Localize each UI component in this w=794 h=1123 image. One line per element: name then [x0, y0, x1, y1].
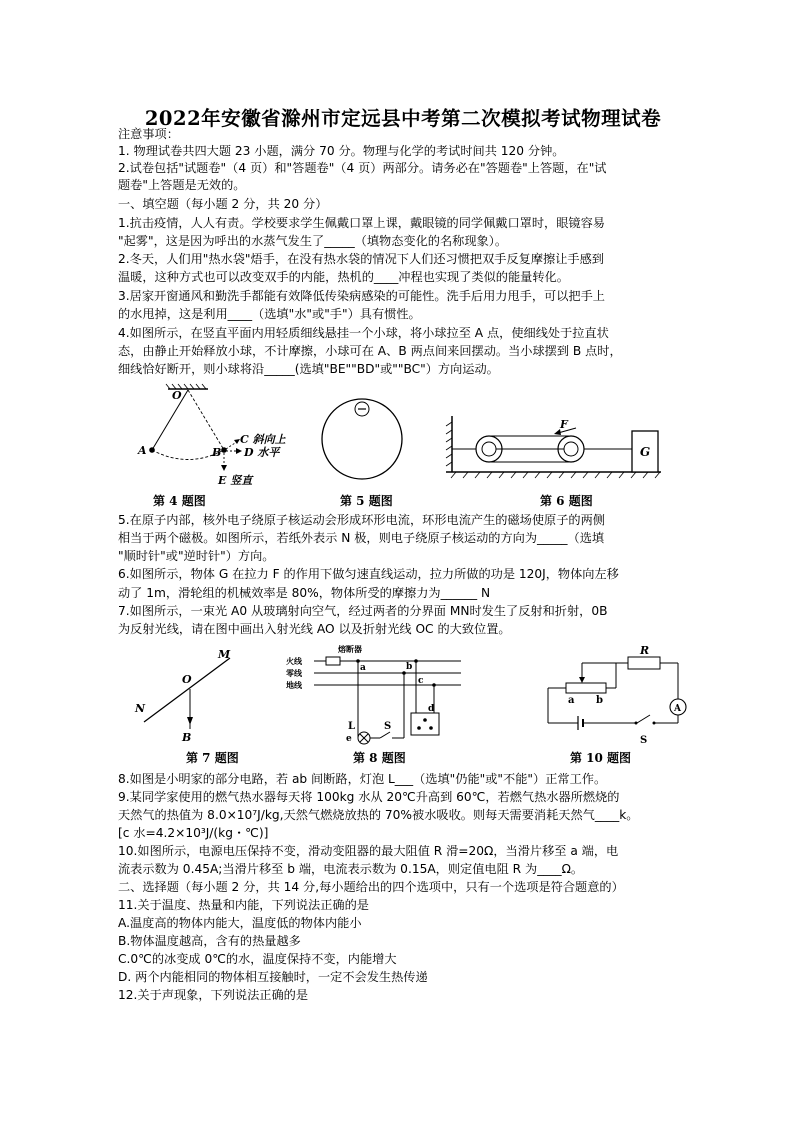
label-c: c: [418, 676, 424, 686]
label-zero: 零线: [286, 668, 302, 678]
label-d: d: [428, 704, 435, 714]
label-a: a: [568, 695, 575, 706]
label-F: F: [560, 418, 568, 431]
question-line: 动了 1m，滑轮组的机械效率是 80%，物体所受的摩擦力为______ N: [118, 586, 491, 600]
question-line: 温暖，这种方式也可以改变双手的内能，热机的____冲程也实现了类似的能量转化。: [118, 270, 569, 284]
label-G: G: [640, 445, 651, 459]
label-C: C 斜向上: [240, 433, 286, 446]
question-line: 6.如图所示，物体 G 在拉力 F 的作用下做匀速直线运动，拉力所做的功是 120J，物体向左移: [118, 567, 619, 581]
question-line: 12.关于声现象，下列说法正确的是: [118, 988, 309, 1002]
fig10-caption: 第 10 题图: [570, 751, 632, 765]
fig6-pulley-diagram: [436, 412, 666, 482]
option-line: A.温度高的物体内能大，温度低的物体内能小: [118, 916, 362, 930]
label-b: b: [596, 695, 603, 706]
question-line: 4.如图所示，在竖直平面内用轻质细线悬挂一个小球，将小球拉至 A 点，使细线处于拉直状: [118, 326, 609, 340]
fig4-caption: 第 4 题图: [153, 494, 206, 508]
label-earth: 地线: [286, 680, 302, 690]
label-O: O: [172, 389, 182, 402]
question-line: 2.冬天，人们用"热水袋"焐手，在没有热水袋的情况下人们还习惯把双手反复摩擦让手感到: [118, 252, 604, 266]
label-S: S: [640, 735, 648, 746]
section2-heading: 二、选择题（每小题 2 分，共 14 分,每小题给出的四个选项中，只有一个选项是符合题意的）: [118, 880, 624, 894]
label-S: S: [384, 721, 392, 732]
label-O: O: [182, 673, 192, 686]
question-line: 5.在原子内部，核外电子绕原子核运动会形成环形电流，环形电流产生的磁场使原子的两侧: [118, 513, 605, 527]
question-line: "起雾"，这是因为呼出的水蒸气发生了_____（填物态变化的名称现象）。: [118, 234, 508, 248]
label-D: D 水平: [244, 446, 280, 459]
question-line: 态，由静止开始释放小球，不计摩擦，小球可在 A、B 两点间来回摆动。当小球摆到 B 点时，: [118, 344, 622, 358]
label-B: B: [212, 446, 222, 459]
option-line: D. 两个内能相同的物体相互接触时，一定不会发生热传递: [118, 970, 428, 984]
label-a: a: [360, 663, 366, 673]
label-b: b: [406, 662, 413, 672]
fig10-circuit-diagram: [538, 643, 698, 748]
fig5-atom-diagram: [318, 393, 408, 485]
question-line: 3.居家开窗通风和勤洗手都能有效降低传染病感染的可能性。洗手后用力甩手，可以把手上: [118, 289, 605, 303]
question-line: 天然气的热值为 8.0×10⁷J/kg,天然气燃烧放热的 70%被水吸收。则每天需要消耗天然气____k。: [118, 808, 639, 822]
question-line: 的水甩掉，这是利用____（选填"水"或"手"）具有惯性。: [118, 307, 421, 321]
label-e: e: [346, 734, 352, 744]
option-line: B.物体温度越高，含有的热量越多: [118, 934, 301, 948]
question-line: 10.如图所示，电源电压保持不变，滑动变阻器的最大阻值 R 滑=20Ω，当滑片移至 a 端，电: [118, 844, 619, 858]
question-line: 为反射光线，请在图中画出入射光线 AO 以及折射光线 OC 的大致位置。: [118, 622, 511, 636]
notice-line: 1. 物理试卷共四大题 23 小题，满分 70 分。物理与化学的考试时间共 120 分钟。: [118, 144, 565, 158]
fig4-pendulum-diagram: [128, 383, 288, 493]
ammeter-label: A: [674, 704, 681, 714]
fig6-caption: 第 6 题图: [540, 494, 593, 508]
notice-line: 题卷"上答题是无效的。: [118, 178, 246, 192]
question-line: 7.如图所示，一束光 A0 从玻璃射向空气，经过两者的分界面 MN时发生了反射和折射，0B: [118, 604, 608, 618]
label-M: M: [218, 648, 231, 661]
page-title: 2022年安徽省滁州市定远县中考第二次模拟考试物理试卷: [144, 107, 662, 130]
question-line: 8.如图是小明家的部分电路，若 ab 间断路，灯泡 L___（选填"仍能"或"不能"）正常工作。: [118, 772, 607, 786]
option-line: C.0℃的冰变成 0℃的水，温度保持不变，内能增大: [118, 952, 397, 966]
question-line: 相当于两个磁极。如图所示，若纸外表示 N 极，则电子绕原子核运动的方向为_____（选填: [118, 531, 605, 545]
question-line: "顺时针"或"逆时针"）方向。: [118, 549, 275, 563]
notice-line: 2.试卷包括"试题卷"（4 页）和"答题卷"（4 页）两部分。请务必在"答题卷"上答题，在"试: [118, 161, 607, 175]
label-A: A: [138, 444, 147, 457]
label-B: B: [182, 731, 192, 744]
section1-heading: 一、填空题（每小题 2 分，共 20 分）: [118, 197, 328, 211]
fig7-caption: 第 7 题图: [186, 751, 239, 765]
question-line: 细线恰好断开，则小球将沿_____(选填"BE""BD"或""BC"）方向运动。: [118, 362, 499, 376]
fig7-light-diagram: [130, 645, 250, 750]
question-line: 1.抗击疫情，人人有责。学校要求学生佩戴口罩上课，戴眼镜的同学佩戴口罩时，眼镜容易: [118, 216, 605, 230]
label-E: E 竖直: [218, 474, 253, 487]
fig5-caption: 第 5 题图: [340, 494, 393, 508]
label-N: N: [135, 702, 146, 715]
question-line: 9.某同学家使用的燃气热水器每天将 100kg 水从 20℃升高到 60℃，若燃气热水器所燃烧的: [118, 790, 620, 804]
question-line: 11.关于温度、热量和内能，下列说法正确的是: [118, 898, 369, 912]
label-R: R: [640, 644, 650, 657]
notice-heading: 注意事项：: [118, 127, 179, 141]
question-line: 流表示数为 0.45A;当滑片移至 b 端，电流表示数为 0.15A，则定值电阻 R 为____Ω。: [118, 862, 584, 876]
label-L: L: [348, 721, 356, 732]
question-line: [c 水=4.2×10³J/(kg・℃)]: [118, 826, 269, 840]
fig8-circuit-diagram: [286, 643, 466, 748]
fig8-caption: 第 8 题图: [353, 751, 406, 765]
label-fire: 火线: [286, 656, 302, 666]
label-fuse: 熔断器: [338, 644, 362, 654]
